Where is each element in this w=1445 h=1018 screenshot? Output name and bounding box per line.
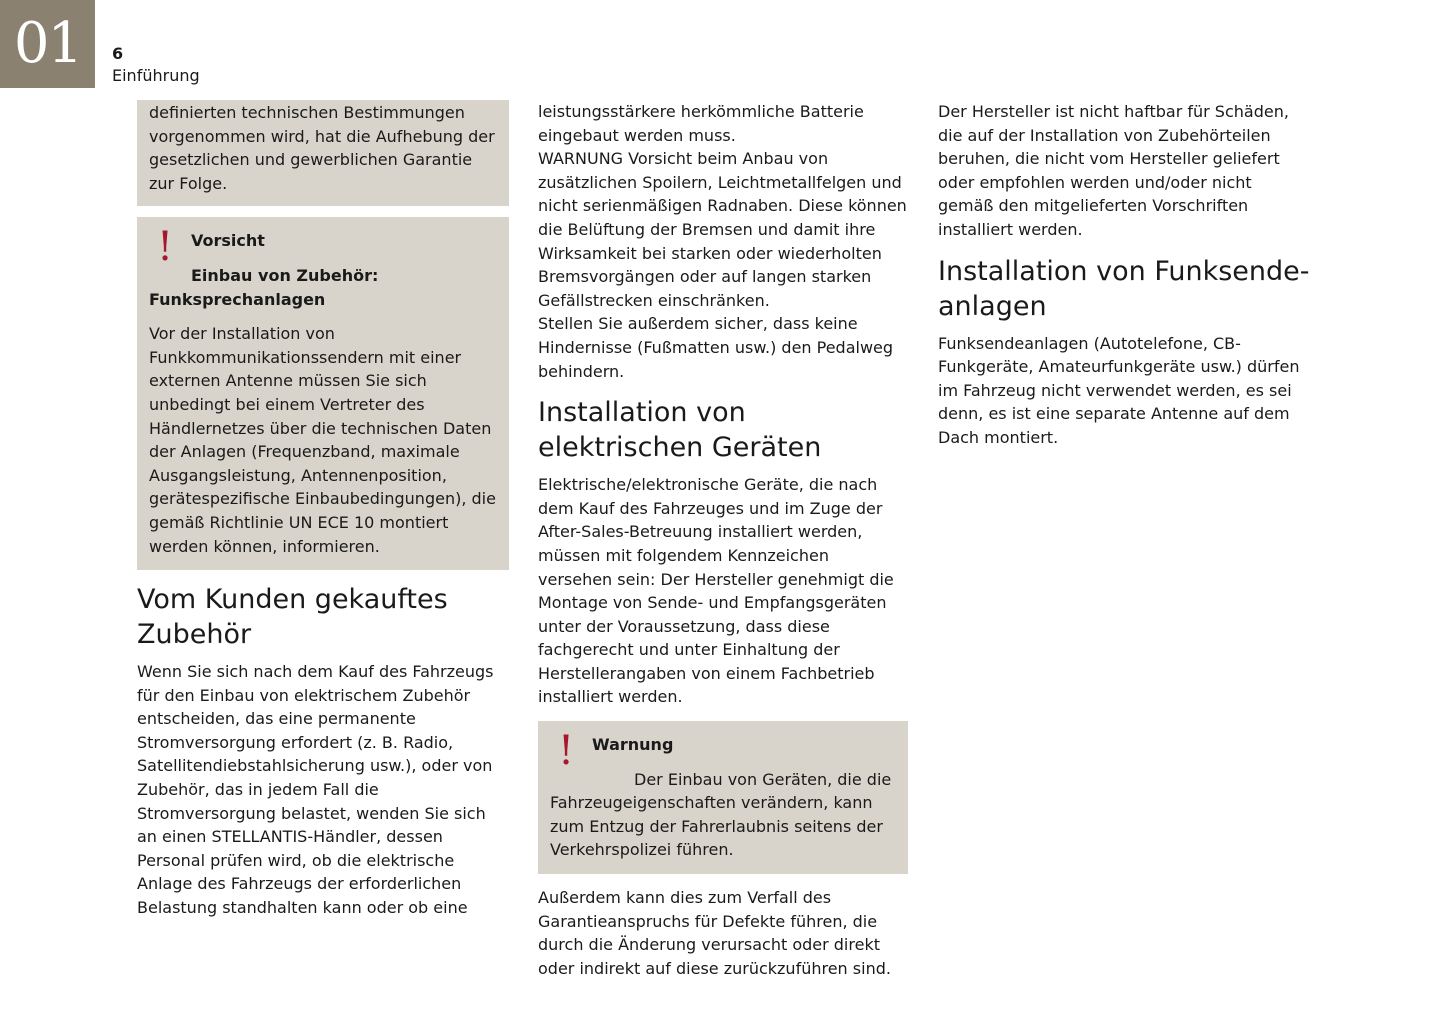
warning-body bbox=[550, 768, 896, 862]
caution-subtitle-line1: Einbau von Zubehör: bbox=[191, 265, 379, 285]
paragraph: Der Hersteller ist nicht haftbar für Schäden, die auf der Installation von Zubehörteilen beruhen, die nicht vom Hersteller geliefert oder empfohlen werden und/oder nicht gemäß den mitgelieferten Vorschriften installiert werden. bbox=[938, 102, 1289, 239]
caution-body: Vor der Installation von Funkkommunikationssendern mit einer externen Antenne müssen Sie sich unbedingt bei einem Vertreter des Händlernetzes über die technischen Daten der Anlagen (Frequenzband, maximale Ausgangsleistung, Antennenposition, gerätespezifische Einbaubedingungen), die gemäß Richtlinie UN ECE 10 montiert werden können, informieren. bbox=[149, 324, 496, 556]
paragraph: Elektrische/elektronische Geräte, die nach dem Kauf des Fahrzeuges und im Zuge der After-Sales-Betreuung installiert werden, müssen mit folgendem Kennzeichen versehen sein: Der Hersteller genehmigt die Montage von Sende- und Empfangsgeräten unter der Voraussetzung, dass diese fachgerecht und unter Einhaltung der Herstellerangaben von einem Fachbetrieb installiert werden. bbox=[538, 475, 894, 707]
caution-subtitle-line2: Funksprechanlagen bbox=[149, 289, 326, 309]
exclamation-icon: ! bbox=[558, 728, 575, 775]
info-box-continued bbox=[137, 100, 509, 206]
warning-box bbox=[538, 721, 908, 874]
paragraph: Wenn Sie sich nach dem Kauf des Fahrzeugs für den Einbau von elektrischem Zubehör entscheiden, das eine permanente Stromversorgung erfordert (z. B. Radio, Satellitendiebstahlsicherung usw.), oder von Zubehör, das in jedem Fall die Stromversorgung belastet, wenden Sie sich an einen STELLANTIS-Händler, dessen Personal prüfen wird, ob die elektrische Anlage des Fahrzeugs der erforderlichen Belastung standhalten kann oder ob eine bbox=[137, 662, 494, 918]
column-3 bbox=[938, 100, 1310, 450]
warning-body-text: Der Einbau von Geräten, die die Fahrzeugeigenschaften verändern, kann zum Entzug der Fahrerlaubnis seitens der Verkehrspolizei führen. bbox=[550, 769, 892, 860]
caution-title: Vorsicht bbox=[191, 231, 265, 251]
warning-title: Warnung bbox=[592, 735, 674, 755]
paragraph: Außerdem kann dies zum Verfall des Garantieanspruchs für Defekte führen, die durch die Änderung verursacht oder direkt oder indirekt auf diese zurückzuführen sind. bbox=[538, 888, 891, 978]
caution-box bbox=[137, 217, 509, 570]
chapter-number: 01 bbox=[0, 0, 95, 88]
paragraph: WARNUNG Vorsicht beim Anbau von zusätzlichen Spoilern, Leichtmetallfelgen und nicht serienmäßigen Radnaben. Diese können die Belüftung der Bremsen und damit ihre Wirksamkeit bei starken oder wiederholten Bremsvorgängen oder auf langen starken Gefällstrecken einschränken. bbox=[538, 149, 907, 310]
paragraph: Stellen Sie außerdem sicher, dass keine Hindernisse (Fußmatten usw.) den Pedalweg behindern. bbox=[538, 314, 894, 381]
section-title: Einführung bbox=[112, 66, 200, 85]
column-1 bbox=[137, 100, 509, 920]
section-heading: Vom Kunden gekauftes Zubehör bbox=[137, 584, 448, 651]
section-heading: Installation von Funksendeanlagen bbox=[938, 255, 1310, 322]
column-2 bbox=[538, 100, 908, 980]
paragraph: leistungsstärkere herkömmliche Batterie eingebaut werden muss. bbox=[538, 102, 864, 145]
exclamation-icon: ! bbox=[157, 224, 174, 271]
info-box-text: definierten technischen Bestimmungen vorgenommen wird, hat die Aufhebung der gesetzlichen und gewerblichen Garantie zur Folge. bbox=[149, 103, 495, 193]
section-heading: Installation von elektrischen Geräten bbox=[538, 397, 822, 464]
page-number: 6 bbox=[112, 44, 124, 63]
paragraph: Funksendeanlagen (Autotelefone, CB-Funkgeräte, Amateurfunkgeräte usw.) dürfen im Fahrzeug nicht verwendet werden, es sei denn, es ist eine separate Antenne auf dem Dach montiert. bbox=[938, 333, 1300, 447]
